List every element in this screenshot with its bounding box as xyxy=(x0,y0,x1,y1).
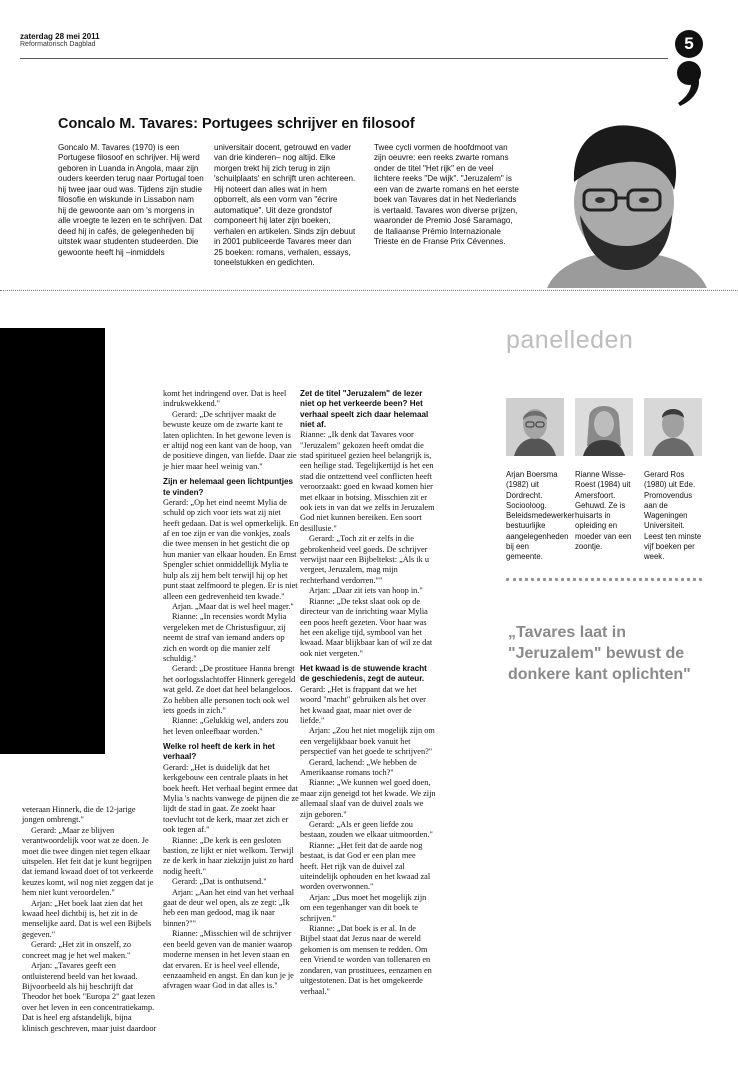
interview-question: Welke rol heeft de kerk in het verhaal? xyxy=(163,742,275,762)
article-paragraph: Gerard: „Het is frappant dat we het woord "macht" gebruiken als het over het kwaad gaat, maar niet over de liefde." xyxy=(300,684,426,725)
panel-caption-rianne: Rianne Wisse-Roest (1984) uit Amersfoort. Gehuwd. Ze is huisarts in opleiding en moeder van een zoontje. xyxy=(575,470,632,552)
article-paragraph: Gerard: „Op het eind neemt Mylia de schuld op zich voor iets wat zij niet heeft gedaan. Dat is wel opmerkelijk. En af en toe zijn er van die vonkjes, zoals die twee mensen in het gesticht die op hun manier van elkaar houden. En Ernst Spengler schiet onmiddellijk Mylia te hulp als zij hem belt terwijl hij op het punt staat zelfmoord te plegen. Er is niet alleen een gedrevenheid ten kwade." xyxy=(163,497,299,601)
article-paragraph: Gerard: „Het is duidelijk dat het kerkgebouw een centrale plaats in het boek heeft. Het verhaal begint ermee dat Mylia 's nachts vanwege de pijnen die ze lijdt de stad in gaat. Ze zoekt haar toevlucht tot de kerk, maar zet zich er ook tegen af." xyxy=(163,762,299,835)
article-paragraph: Arjan: „Daar zit iets van hoop in." xyxy=(309,586,423,596)
interview-question: Het kwaad is de stuwende kracht de geschiedenis, zegt de auteur. xyxy=(300,664,427,684)
bio-column-1: Goncalo M. Tavares (1970) is een Portugese filosoof en schrijver. Hij werd geboren in Luanda in Angola, maar zijn ouders keerden terug naar Portugal toen hij twee jaar oud was. Tijdens zijn studie filosofie en wiskunde in Lissabon nam hij de gewoonte aan om 's morgens in alle vroegte te lezen en te schrijven. Dat deed hij in cafés, de gelegenheden bij uitstek waar studenten studeerden. Die gewoonte heeft hij –inmiddels xyxy=(58,143,204,257)
article-paragraph: Arjan: „Dus moet het mogelijk zijn om een tegenhanger van dit boek te schrijven." xyxy=(300,892,427,923)
issue-date: zaterdag 28 mei 2011 xyxy=(20,32,100,41)
panel-caption-arjan: Arjan Boersma (1982) uit Dordrecht. Sociooloog. Beleidsmedewerker bestuurlijke aangelegenheden bij een gemeente. xyxy=(506,470,575,562)
article-paragraph: Gerard: „Maar ze blijven verantwoordelijk voor wat ze doen. Je moet die twee dingen niet tegen elkaar uitspelen. Het feit dat je kunt begrijpen dat iemand kwaad doet of tot verkeerde keuzes komt, wil nog niet zeggen dat je hem niet kunt veroordelen." xyxy=(22,825,154,898)
article-paragraph: Rianne: „Het feit dat de aarde nog bestaat, is dat God er een plan mee heeft. Het rijk van de duivel zal uiteindelijk ophouden en het kwaad zal worden overwonnen." xyxy=(300,840,431,892)
article-paragraph: Rianne: „We kunnen wel goed doen, maar zijn geneigd tot het kwade. We zijn allemaal slaaf van de duivel zoals we zijn geboren." xyxy=(300,778,436,819)
panel-title: panelleden xyxy=(506,326,634,354)
article-paragraph: Arjan. „Maar dat is wel heel mager." xyxy=(172,601,294,611)
black-image-block xyxy=(0,328,105,754)
article-paragraph: Rianne: „Dat boek is er al. In de Bijbel staat dat Jezus naar de wereld gekomen is om mensen te redden. Om een Vriend te worden van tollenaren en zondaren, van prostituees, eenzamen en uitgestotenen. Dat is het omgekeerde verhaal." xyxy=(300,924,432,996)
panel-caption-gerard: Gerard Ros (1980) uit Ede. Promovendus aan de Wageningen Universiteit. Leest ten minste vijf boeken per week. xyxy=(644,470,702,562)
article-paragraph: Gerard: „De prostituee Hanna brengt het oorlogsslachtoffer Hinnerk geregeld wat geld. Ze doet dat heel belangeloos. Zo hebben alle personen toch ook wel iets goeds in zich." xyxy=(163,664,296,715)
article-column-2 xyxy=(163,389,299,992)
panel-photo-arjan xyxy=(506,398,564,456)
article-paragraph: Rianne: „In recensies wordt Mylia vergeleken met de Christusfiguur, zij neemt de straf van iemand anders op zich en wordt op die manier zelf schuldig." xyxy=(163,612,287,663)
bio-title: Concalo M. Tavares: Portugees schrijver en filosoof xyxy=(58,116,415,132)
article-paragraph: Arjan: „Zou het niet mogelijk zijn om een vergelijkbaar boek vanuit het perspectief van het goede te schrijven?" xyxy=(300,726,435,757)
article-paragraph: Rianne: „Misschien wil de schrijver een beeld geven van de manier waarop moderne mensen in het leven staan en dat ervaren. Er is heel veel ellende, eenzaamheid en angst. En dan kun je je afvragen waar God in dat alles is." xyxy=(163,929,294,991)
article-paragraph: Gerard: „Het zit in onszelf, zo concreet mag je het wel maken." xyxy=(22,940,131,960)
article-paragraph: veteraan Hinnerk, die de 12-jarige jongen ombrengt." xyxy=(22,805,136,825)
interview-question: Zet de titel "Jeruzalem" de lezer niet op het verkeerde been? Het verhaal speelt zich daar helemaal niet af. xyxy=(300,389,429,429)
article-paragraph: Rianne: „Ik denk dat Tavares voor "Jeruzalem" gekozen heeft omdat die stad spiritueel gezien heel belangrijk is, een heilige stad. Tegelijkertijd is het een stad die ontzettend veel conflicten heeft veroorzaakt: goed en kwaad komen hier met elkaar in botsing. Misschien zit er ook iets in van dat we zelfs in Jeruzalem God niet kunnen bereiken. Een soort desillusie." xyxy=(300,430,435,533)
article-column-3 xyxy=(300,389,436,997)
article-paragraph: komt het indringend over. Dat is heel indrukwekkend." xyxy=(163,389,287,409)
article-paragraph: Rianne: „Gelukkig wel, anders zou het leven onleefbaar worden." xyxy=(163,716,289,736)
article-paragraph: Arjan: „Het boek laat zien dat het kwaad heel dichtbij is, het zit in de menselijke aard. Dat is wel een Bijbels gegeven." xyxy=(22,898,152,939)
interview-question: Zijn er helemaal geen lichtpuntjes te vinden? xyxy=(163,477,293,497)
article-paragraph: Gerard: „Toch zit er zelfs in die gebrokenheid veel goeds. De schrijver verwijst naar een Bijbeltekst: „Als ik u vergeet, Jeruzalem, mag mijn rechterhand verdorren."" xyxy=(300,534,430,585)
header-rule xyxy=(20,58,668,59)
article-paragraph: Gerard: „Dat is onthutsend." xyxy=(172,877,267,887)
author-portrait xyxy=(532,120,707,288)
section-divider xyxy=(0,290,738,291)
article-paragraph: Gerard: „Als er geen liefde zou bestaan, zouden we elkaar uitmoorden." xyxy=(300,820,433,840)
article-paragraph: Gerard: „De schrijver maakt de bewuste keuze om de zwarte kant te laten oplichten. In het gewone leven is er altijd nog een kant van de hoop, van de positieve dingen, van liefde. Daar zie je hier maar heel weinig van." xyxy=(163,409,297,471)
panel-divider xyxy=(506,578,702,581)
article-paragraph: Arjan: „Tavares geeft een ontluisterend beeld van het kwaad. Bijvoorbeeld als hij beschrijft dat Theodor het boek "Europa 2" gaat lezen over het leven in een concentratiekamp. Dat is heel erg afstandelijk, bijna klinisch geschreven, maar juist daardoor xyxy=(22,961,157,1033)
comma-logo-icon xyxy=(672,60,706,108)
pull-quote: „Tavares laat in "Jeruzalem" bewust de donkere kant oplichten" xyxy=(508,624,691,683)
page-number: 5 xyxy=(675,30,703,58)
panel-photo-rianne xyxy=(575,398,633,456)
article-column-1 xyxy=(22,805,158,1034)
article-paragraph: Gerard, lachend: „We hebben de Amerikaanse romans toch?" xyxy=(300,757,417,777)
article-paragraph: Rianne: „De tekst slaat ook op de directeur van de inrichting waar Mylia een poos heeft gezeten. Voor haar was het een akelige tijd, symbool van het kwaad. Maar blijkbaar kan of wil ze dat ook niet vergeten." xyxy=(300,596,433,658)
article-paragraph: Arjan: „Aan het eind van het verhaal gaat de deur wel open, als ze zegt: „Ik heb een man gedood, mag ik naar binnen?"" xyxy=(163,887,295,928)
bio-column-3: Twee cycli vormen de hoofdmoot van zijn oeuvre: een reeks zwarte romans onder de titel "Het rijk" en de veel lichtere reeks "De wijk". "Jeruzalem" is een van de zwarte romans en het eerste boek van Tavares dat in het Nederlands is vertaald. Tavares won diverse prijzen, waaronder de Premio José Saramago, de Italiaanse Prémio Internazionale Trieste en de Franse Prix Cévennes. xyxy=(374,143,519,247)
panel-photo-gerard xyxy=(644,398,702,456)
article-paragraph: Rianne: „De kerk is een gesloten bastion, ze lijkt er niet welkom. Terwijl ze de kerk in haar ziekzijn juist zo hard nodig heeft." xyxy=(163,835,294,876)
newspaper-name: Reformatorisch Dagblad xyxy=(20,41,96,48)
bio-column-2: universitair docent, getrouwd en vader van drie kinderen– nog altijd. Elke morgen trekt hij zich terug in zijn 'schuilplaats' en schrijft uren achtereen. Hij noteert dan alles wat in hem opborrelt, als een vorm van "écrire automatique". Uit deze grondstof componeert hij later zijn boeken, verhalen en artikelen. Sinds zijn debuut in 2001 publiceerde Tavares meer dan 25 boeken: romans, verhalen, essays, toneelstukken en gedichten. xyxy=(214,143,356,267)
